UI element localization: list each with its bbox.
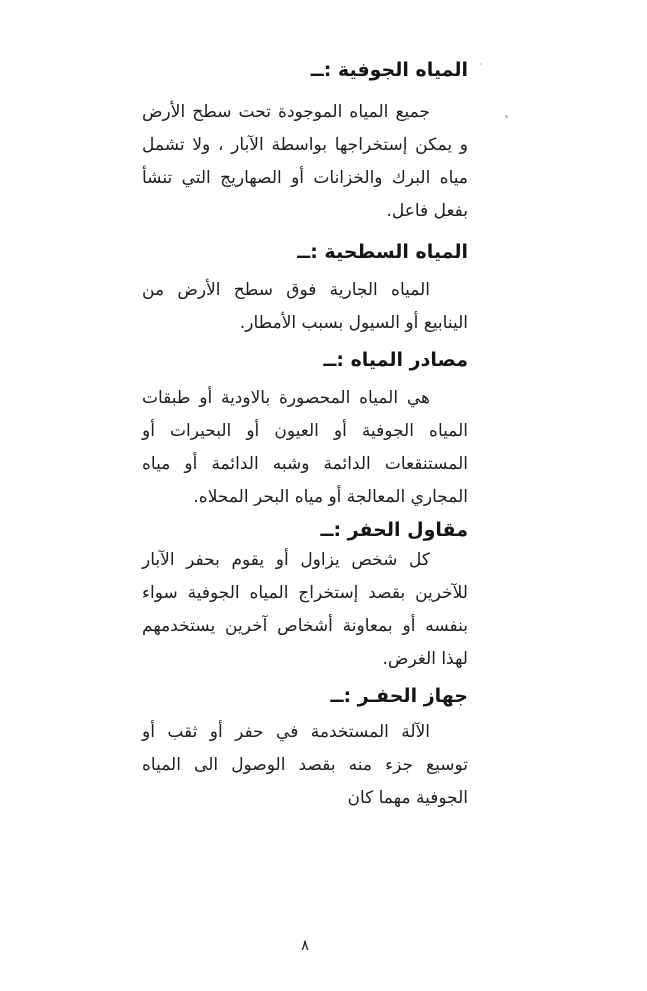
section-heading: المياه السطحية :ــ [297, 241, 468, 263]
section-paragraph: جميع المياه الموجودة تحت سطح الأرض و يمكن إستخراجها بواسطة الآبار ، ولا تشمل مياه البرك والخزانات أو الصهاريج التي تنشأ بفعل فاعل. [142, 102, 468, 221]
print-artifact-dot [480, 63, 482, 65]
section-paragraph: المياه الجارية فوق سطح الأرض من الينابيع أو السيول بسبب الأمطار. [142, 280, 468, 333]
section-paragraph: الآلة المستخدمة في حفر أو ثقب أو توسيع جزء منه بقصد الوصول الى المياه الجوفية مهما كان [142, 722, 468, 808]
section-drilling-rig [142, 682, 468, 815]
text-column [142, 0, 468, 815]
print-artifact-dot [505, 115, 508, 118]
section-drilling-contractor [142, 516, 468, 676]
section-heading: المياه الجوفية :ــ [310, 59, 468, 81]
section-groundwater [142, 56, 468, 228]
section-surface-water [142, 238, 468, 340]
section-heading: جهاز الحفـر :ــ [330, 685, 468, 707]
page-number: ٨ [300, 936, 310, 954]
section-heading: مقاول الحفر :ــ [320, 519, 468, 541]
section-water-sources [142, 346, 468, 514]
section-paragraph: هي المياه المحصورة بالاودية أو طبقات المياه الجوفية أو العيون أو البحيرات أو المستنقعات الدائمة وشبه الدائمة أو مياه المجاري المعالجة أو مياه البحر المحلاه. [142, 388, 468, 507]
section-paragraph: كل شخص يزاول أو يقوم بحفر الآبار للآخرين بقصد إستخراج المياه الجوفية سواء بنفسه أو بمعاونة أشخاص آخرين يستخدمهم لهذا الغرض. [142, 550, 468, 669]
section-heading: مصادر المياه :ــ [323, 349, 468, 371]
page-footer [142, 936, 468, 954]
